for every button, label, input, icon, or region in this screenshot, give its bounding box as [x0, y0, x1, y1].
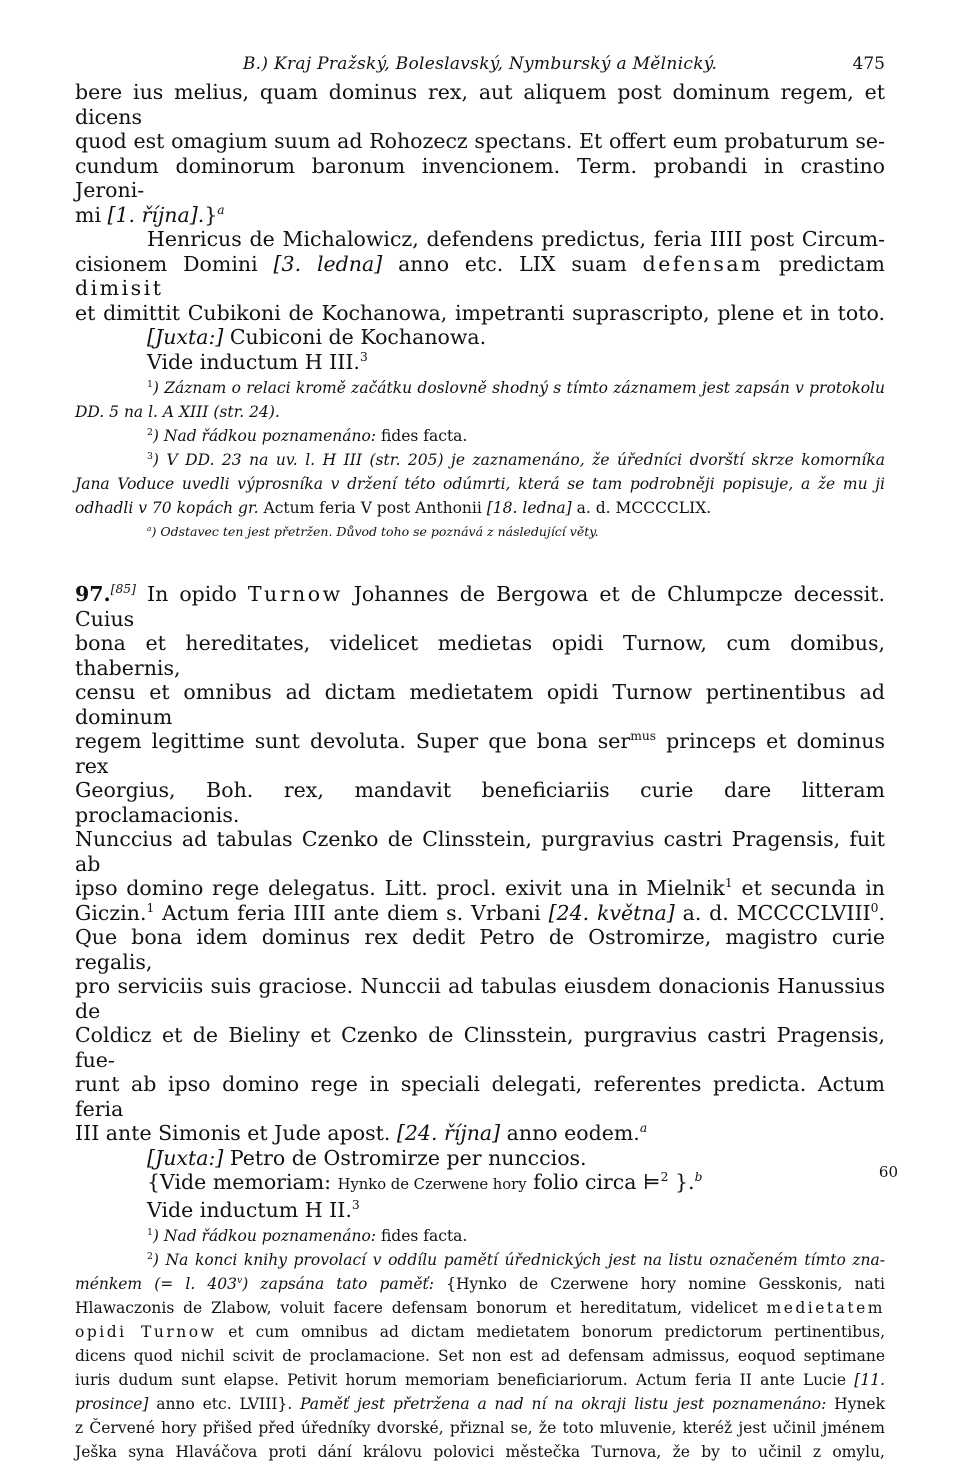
margin-sign-icon: ⊨	[643, 1170, 661, 1194]
footnote-cont: Hlawaczonis de Zlabow, voluit facere defensam bonorum et hereditatum, videlicet medietatem	[75, 1299, 885, 1317]
vide-line: Vide inductum H II.$^3$	[147, 1197, 360, 1222]
footnote-cont: Ješka syna Hlaváčova proti dání královu polovici městečka Turnova, že by to učinil z omylu,	[75, 1443, 885, 1461]
page-header	[75, 50, 885, 80]
text-line: quod est omagium suum ad Rohozecz spectans. Et offert eum probaturum se-	[75, 129, 885, 153]
text-line: Que bona idem dominus rex dedit Petro de Ostromirze, magistro curie regalis,	[75, 925, 885, 974]
entry-number: 97.	[75, 582, 111, 606]
text-line: regem legittime sunt devoluta. Super que bona ser$^{mus}$ princeps et dominus rex	[75, 729, 886, 778]
text-line: bona et hereditates, videlicet medietas opidi Turnow, cum domibus, thabernis,	[75, 631, 885, 680]
footnote: $^2$) Na konci knihy provolací v oddílu pamětí úřednických jest na listu označeném tímto zna-	[147, 1250, 885, 1269]
text-line: 97.[85] In opido Turnow Johannes de Bergowa et de Chlumpcze decessit. Cuius	[75, 582, 886, 631]
memoria-line: {Vide memoriam: Hynko de Czerwene hory folio circa ⊨$^2$ }.$^b$	[147, 1170, 703, 1194]
footnote: $^3$) V DD. 23 na uv. l. H III (str. 205) je zaznamenáno, že úředníci dvorští skrze komorníka	[147, 450, 885, 469]
text-line: runt ab ipso domino rege in speciali delegati, referentes predicta. Actum feria	[75, 1072, 885, 1121]
page-number: 475	[852, 54, 885, 74]
footnote-cont: z Červené hory přišed před úředníky dvorské, přiznal se, že toto mluvenie, kteréž jest učinil jménem	[75, 1419, 885, 1437]
juxta-line: [Juxta:] Cubiconi de Kochanowa.	[147, 325, 487, 349]
footnote: $^2$) Nad řádkou poznamenáno: fides facta.	[147, 426, 468, 445]
footnote-cont: ménkem (= l. 403$^v$) zapsána tato paměť: {Hynko de Czerwene hory nomine Gesskonis, nati	[75, 1274, 885, 1293]
footnotes-1	[75, 376, 885, 544]
footnote-cont: DD. 5 na l. A XIII (str. 24).	[75, 403, 280, 421]
text-line: bere ius melius, quam dominus rex, aut aliquem post dominum regem, et dicens	[75, 80, 885, 129]
footnotes-2	[75, 1224, 885, 1464]
text-line: pro serviciis suis graciose. Nunccii ad tabulas eiusdem donacionis Hanussius de	[75, 974, 885, 1023]
juxta-line: [Juxta:] Petro de Ostromirze per nunccios.	[147, 1145, 587, 1170]
entry-97	[75, 582, 885, 1222]
text-line: mi [1. října].}$^a$	[75, 202, 225, 227]
running-head: B.) Kraj Pražský, Boleslavský, Nymburský a Mělnický.	[242, 54, 718, 74]
text-line: Nunccius ad tabulas Czenko de Clinsstein, purgravius castri Pragensis, fuit ab	[75, 827, 885, 876]
vide-line: Vide inductum H III.$^3$	[147, 349, 368, 374]
footnote: $^1$) Záznam o relaci kromě začátku doslovně shodný s tímto záznamem jest zapsán v protokolu	[147, 378, 885, 397]
footnote-cont: opidi Turnow et cum omnibus ad dictam medietatem bonorum predictorum pertinentibus,	[75, 1323, 885, 1341]
footnote-cont: prosince] anno etc. LVIII}. Paměť jest přetržena a nad ní na okraji listu jest poznamenáno: Hynek	[75, 1395, 885, 1413]
entry-continuation	[75, 80, 885, 374]
text-line: ipso domino rege delegatus. Litt. procl. exivit una in Mielnik$^1$ et secunda in	[75, 876, 885, 900]
footnote-cont: dicens quod nichil scivit de proclamacione. Set non est ad defensam admissus, eoquod septimane	[75, 1347, 885, 1365]
text-line: Georgius, Boh. rex, mandavit beneficiariis curie dare litteram proclamacionis.	[75, 778, 885, 827]
text-line: cundum dominorum baronum invencionem. Term. probandi in crastino Jeroni-	[75, 153, 885, 202]
footnote-cont: Jana Voduce uvedli výprosníka v držení této odúmrti, která se tam podrobněji popisuje, a že mu ji	[75, 475, 885, 493]
text-line: cisionem Domini [3. ledna] anno etc. LIX suam defensam predictam dimisit	[75, 251, 885, 300]
text-line: Giczin.$^1$ Actum feria IIII ante diem s. Vrbani [24. května] a. d. MCCCCLVIII$^0$.	[75, 900, 885, 925]
text-line: Coldicz et de Bieliny et Czenko de Clinsstein, purgravius castri Pragensis, fue-	[75, 1023, 885, 1072]
signature-mark: 60	[878, 1163, 898, 1181]
footnote: $^a$) Odstavec ten jest přetržen. Důvod toho se poznává z následující věty.	[147, 523, 599, 539]
page	[75, 50, 885, 1464]
footnote: $^1$) Nad řádkou poznamenáno: fides facta.	[147, 1226, 468, 1245]
footnote-cont: iuris dudum sunt elapse. Petivit horum memoriam beneficiariorum. Actum feria II ante Lucie [11.	[75, 1371, 885, 1389]
text-line: III ante Simonis et Jude apost. [24. října] anno eodem.$^a$	[75, 1121, 648, 1145]
text-line: et dimittit Cubikoni de Kochanowa, impetranti suprascripto, plene et in toto.	[75, 300, 885, 325]
text-line: censu et omnibus ad dictam medietatem opidi Turnow pertinentibus ad dominum	[75, 680, 885, 729]
text-line: Henricus de Michalowicz, defendens predictus, feria IIII post Circum-	[147, 227, 885, 251]
entry-reference: [85]	[110, 582, 136, 597]
footnote-cont: odhadli v 70 kopách gr. Actum feria V post Anthonii [18. ledna] a. d. MCCCCLIX.	[75, 499, 712, 517]
